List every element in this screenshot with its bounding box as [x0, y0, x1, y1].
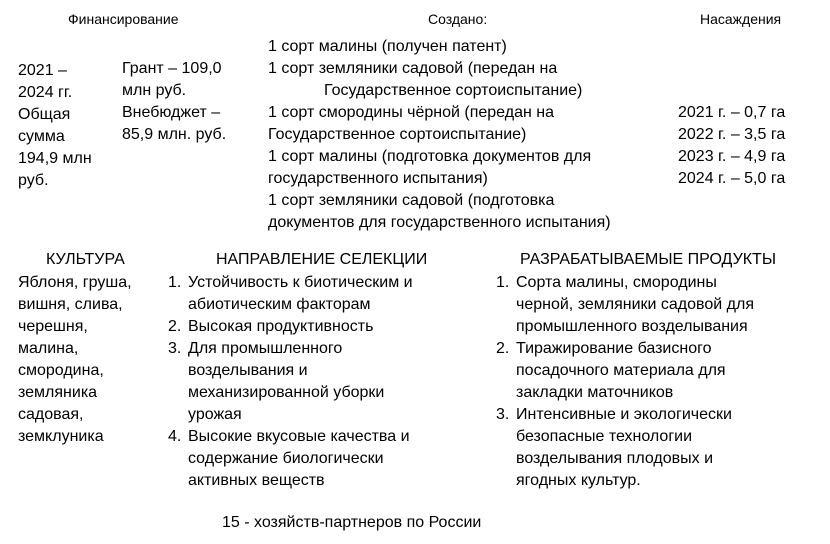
- created-line: государственного испытания): [268, 170, 488, 187]
- product-item-line: Интенсивные и экологически: [516, 406, 732, 423]
- culture-header: КУЛЬТУРА: [46, 251, 125, 268]
- planting-year: 2023 г. – 4,9 га: [678, 148, 786, 165]
- product-item-line: возделывания плодовых и: [516, 450, 714, 467]
- item-number: 2.: [168, 318, 182, 335]
- culture-line: смородина,: [18, 362, 104, 379]
- financing-source-line: 85,9 млн. руб.: [122, 126, 227, 143]
- product-item: [496, 272, 754, 338]
- financing-period-block: [18, 60, 92, 192]
- product-item-line: черной, земляники садовой для: [516, 296, 754, 313]
- item-number: 4.: [168, 428, 182, 445]
- product-item-line: Сорта малины, смородины: [516, 274, 717, 291]
- financing-sources-block: [122, 58, 226, 146]
- financing-source-line: Внебюджет –: [122, 104, 221, 121]
- financing-period-line: 194,9 млн: [18, 150, 92, 167]
- created-line: Государственное сортоиспытание): [268, 126, 527, 143]
- product-item: [496, 338, 754, 404]
- culture-list: [18, 272, 132, 448]
- selection-item-line: Для промышленного: [188, 340, 343, 357]
- financing-period-line: 2021 –: [18, 62, 67, 79]
- selection-item-line: абиотическим факторам: [188, 296, 371, 313]
- selection-item-line: урожая: [188, 406, 242, 423]
- selection-item: [168, 316, 413, 338]
- product-item-line: закладки маточников: [516, 384, 674, 401]
- product-item-line: Тиражирование базисного: [516, 340, 712, 357]
- planting-year: 2021 г. – 0,7 га: [678, 104, 786, 121]
- selection-item-line: Устойчивость к биотическим и: [188, 274, 413, 291]
- plantings-list: [678, 102, 785, 190]
- selection-item-line: возделывания и: [188, 362, 308, 379]
- selection-item: [168, 426, 413, 492]
- financing-period-line: руб.: [18, 172, 49, 189]
- culture-line: земляника: [18, 384, 98, 401]
- selection-item-line: Высокая продуктивность: [188, 318, 374, 335]
- product-item-line: посадочного материала для: [516, 362, 726, 379]
- created-line: 1 сорт малины (получен патент): [268, 38, 507, 55]
- created-line: 1 сорт земляники садовой (подготовка: [268, 192, 555, 209]
- product-item-line: безопасные технологии: [516, 428, 693, 445]
- planting-year: 2022 г. – 3,5 га: [678, 126, 786, 143]
- selection-item-line: Высокие вкусовые качества и: [188, 428, 410, 445]
- item-number: 3.: [496, 406, 510, 423]
- financing-period-line: Общая: [18, 106, 71, 123]
- selection-header: НАПРАВЛЕНИЕ СЕЛЕКЦИИ: [216, 251, 428, 268]
- culture-line: земклуника: [18, 428, 104, 445]
- financing-source-line: млн руб.: [122, 82, 187, 99]
- selection-item: [168, 338, 413, 426]
- products-header: РАЗРАБАТЫВАЕМЫЕ ПРОДУКТЫ: [520, 251, 776, 268]
- culture-line: Яблоня, груша,: [18, 274, 132, 291]
- selection-list: [168, 272, 413, 492]
- financing-source-line: Грант – 109,0: [122, 60, 222, 77]
- financing-period-line: 2024 гг.: [18, 84, 73, 101]
- plantings-header: Насаждения: [700, 11, 782, 27]
- selection-item-line: механизированной уборки: [188, 384, 385, 401]
- partners-footer: 15 - хозяйств-партнеров по России: [222, 514, 482, 531]
- selection-item-line: содержание биологически: [188, 450, 384, 467]
- created-line: 1 сорт малины (подготовка документов для: [268, 148, 592, 165]
- created-line: документов для государственного испытания): [268, 214, 611, 231]
- financing-header: Финансирование: [68, 11, 179, 27]
- item-number: 1.: [496, 274, 510, 291]
- created-line: 1 сорт земляники садовой (передан на: [268, 60, 558, 77]
- product-item-line: ягодных культур.: [516, 472, 641, 489]
- culture-line: малина,: [18, 340, 79, 357]
- created-header: Создано:: [428, 11, 488, 27]
- created-list: [268, 36, 611, 234]
- created-line: 1 сорт смородины чёрной (передан на: [268, 104, 554, 121]
- culture-line: вишня, слива,: [18, 296, 123, 313]
- selection-item-line: активных веществ: [188, 472, 325, 489]
- culture-line: садовая,: [18, 406, 84, 423]
- culture-line: черешня,: [18, 318, 88, 335]
- products-list: [496, 272, 754, 492]
- product-item: [496, 404, 754, 492]
- planting-year: 2024 г. – 5,0 га: [678, 170, 786, 187]
- item-number: 1.: [168, 274, 182, 291]
- item-number: 3.: [168, 340, 182, 357]
- product-item-line: промышленного возделывания: [516, 318, 748, 335]
- item-number: 2.: [496, 340, 510, 357]
- financing-period-line: сумма: [18, 128, 65, 145]
- created-line: Государственное сортоиспытание): [324, 82, 583, 99]
- selection-item: [168, 272, 413, 316]
